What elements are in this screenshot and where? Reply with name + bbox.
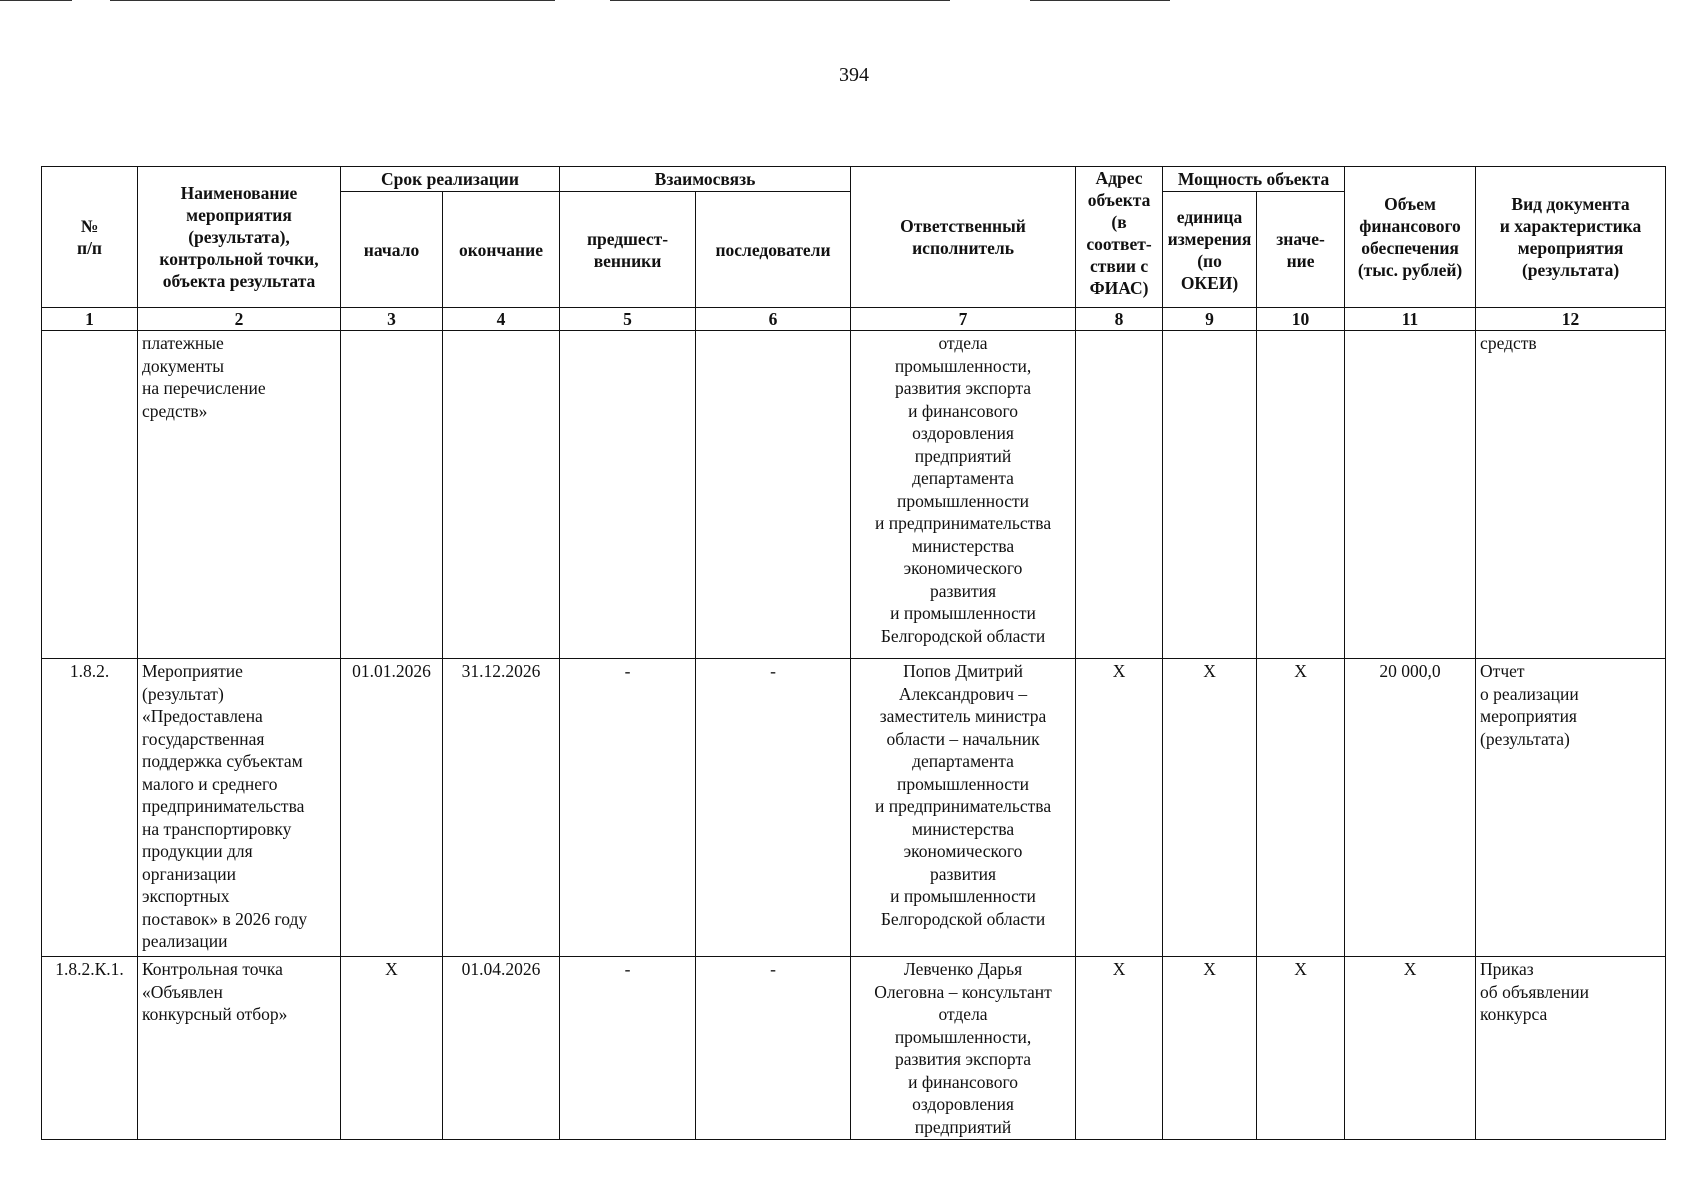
top-edge-line bbox=[0, 0, 72, 1]
row-start: 01.01.2026 bbox=[341, 659, 443, 957]
column-number: 7 bbox=[851, 308, 1076, 331]
column-number: 8 bbox=[1076, 308, 1163, 331]
row-unit: X bbox=[1163, 659, 1257, 957]
header-responsible: Ответственный исполнитель bbox=[851, 167, 1076, 308]
column-number: 10 bbox=[1257, 308, 1345, 331]
header-predecessors: предшест- венники bbox=[560, 192, 696, 308]
row-value bbox=[1257, 331, 1345, 659]
row-predecessors: - bbox=[560, 659, 696, 957]
row-doc: Отчет о реализации мероприятия (результата) bbox=[1476, 659, 1666, 957]
row-unit: X bbox=[1163, 957, 1257, 1140]
row-value: X bbox=[1257, 957, 1345, 1140]
table-row bbox=[42, 957, 1666, 1140]
header-finance: Объем финансового обеспечения (тыс. рублей) bbox=[1345, 167, 1476, 308]
row-responsible: Попов Дмитрий Александрович – заместитель министра области – начальник департамента промышленности и предпринимательства министерства экономического развития и промышленности Белгородской области bbox=[851, 659, 1076, 957]
header-num: № п/п bbox=[42, 167, 138, 308]
row-doc: средств bbox=[1476, 331, 1666, 659]
row-address: X bbox=[1076, 957, 1163, 1140]
column-number: 2 bbox=[138, 308, 341, 331]
table-row bbox=[42, 659, 1666, 957]
row-start bbox=[341, 331, 443, 659]
table-row bbox=[42, 331, 1666, 659]
header-doc-type: Вид документа и характеристика мероприятия (результата) bbox=[1476, 167, 1666, 308]
column-number: 9 bbox=[1163, 308, 1257, 331]
row-num bbox=[42, 331, 138, 659]
row-predecessors: - bbox=[560, 957, 696, 1140]
column-number: 1 bbox=[42, 308, 138, 331]
row-successors: - bbox=[696, 957, 851, 1140]
header-relation: Взаимосвязь bbox=[560, 167, 851, 192]
row-name: Мероприятие (результат) «Предоставлена государственная поддержка субъектам малого и среднего предпринимательства на транспортировку продукции для организации экспортных поставок» в 2026 году реализации bbox=[138, 659, 341, 957]
header-period-end: окончание bbox=[443, 192, 560, 308]
row-responsible: Левченко Дарья Олеговна – консультант отдела промышленности, развития экспорта и финансового оздоровления предприятий bbox=[851, 957, 1076, 1140]
row-end bbox=[443, 331, 560, 659]
row-responsible: отдела промышленности, развития экспорта и финансового оздоровления предприятий департамента промышленности и предпринимательства министерства экономического развития и промышленности Белгородской области bbox=[851, 331, 1076, 659]
row-address bbox=[1076, 331, 1163, 659]
column-number: 12 bbox=[1476, 308, 1666, 331]
top-edge-line bbox=[1030, 0, 1170, 1]
row-start: X bbox=[341, 957, 443, 1140]
plan-table bbox=[41, 166, 1666, 1140]
row-successors bbox=[696, 331, 851, 659]
header-address: Адрес объекта (в соответ- ствии с ФИАС) bbox=[1076, 167, 1163, 308]
row-finance bbox=[1345, 331, 1476, 659]
row-unit bbox=[1163, 331, 1257, 659]
row-num: 1.8.2. bbox=[42, 659, 138, 957]
header-period: Срок реализации bbox=[341, 167, 560, 192]
row-address: X bbox=[1076, 659, 1163, 957]
header-successors: последователи bbox=[696, 192, 851, 308]
page-number: 394 bbox=[839, 64, 869, 86]
row-successors: - bbox=[696, 659, 851, 957]
row-name: Контрольная точка «Объявлен конкурсный отбор» bbox=[138, 957, 341, 1140]
row-end: 31.12.2026 bbox=[443, 659, 560, 957]
row-predecessors bbox=[560, 331, 696, 659]
top-edge-line bbox=[610, 0, 950, 1]
header-capacity-value: значе- ние bbox=[1257, 192, 1345, 308]
top-edge-line bbox=[110, 0, 555, 1]
row-finance: X bbox=[1345, 957, 1476, 1140]
header-capacity-unit: единица измерения (по ОКЕИ) bbox=[1163, 192, 1257, 308]
row-value: X bbox=[1257, 659, 1345, 957]
header-period-start: начало bbox=[341, 192, 443, 308]
header-capacity: Мощность объекта bbox=[1163, 167, 1345, 192]
row-num: 1.8.2.К.1. bbox=[42, 957, 138, 1140]
row-end: 01.04.2026 bbox=[443, 957, 560, 1140]
row-finance: 20 000,0 bbox=[1345, 659, 1476, 957]
row-name: платежные документы на перечисление средств» bbox=[138, 331, 341, 659]
column-number: 11 bbox=[1345, 308, 1476, 331]
column-number: 3 bbox=[341, 308, 443, 331]
header-name: Наименование мероприятия (результата), контрольной точки, объекта результата bbox=[138, 167, 341, 308]
column-number: 4 bbox=[443, 308, 560, 331]
column-number: 5 bbox=[560, 308, 696, 331]
row-doc: Приказ об объявлении конкурса bbox=[1476, 957, 1666, 1140]
column-number: 6 bbox=[696, 308, 851, 331]
